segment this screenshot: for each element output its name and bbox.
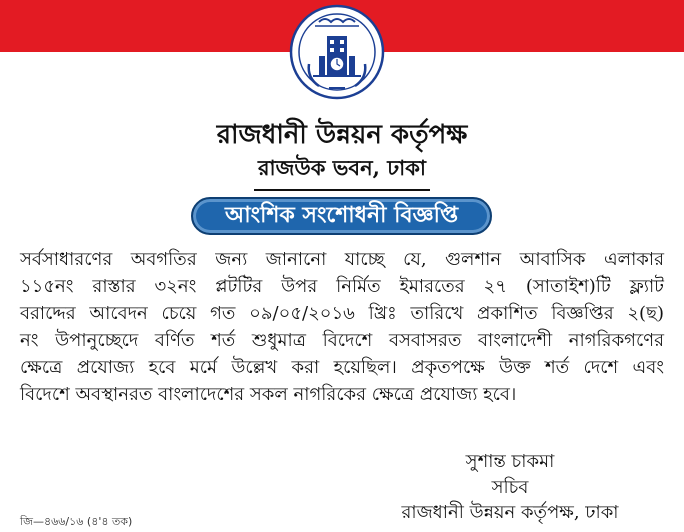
notice-line: বিদেশে অবস্থানরত বাংলাদেশের সকল নাগরিকের ক্ষেত্রে প্রযোজ্য হবে। (20, 384, 517, 405)
notice-line: বরাদ্দের আবেদন চেয়ে গত ০৯/০৫/২০১৬ খ্রিঃ তারিখে প্রকাশিত বিজ্ঞপ্তির ২(ছ) (20, 303, 664, 324)
notice-title: আংশিক সংশোধনী বিজ্ঞপ্তি (224, 201, 459, 228)
organization-name: রাজধানী উন্নয়ন কর্তৃপক্ষ (216, 120, 468, 150)
notice-line: সর্বসাধারণের অবগতির জন্য জানানো যাচ্ছে যে, গুলশান আবাসিক এলাকার (20, 249, 664, 270)
notice-line: ক্ষেত্রে প্রযোজ্য হবে মর্মে উল্লেখ করা হয়েছিল। প্রকৃতপক্ষে উক্ত শর্ত দেশে এবং (20, 357, 664, 378)
publication-code: জি—৪৬৬/১৬ (৪'৪ তক) (20, 515, 133, 528)
notice-line: ১১৫নং রাস্তার ৩২নং প্লটটির উপর নির্মিত ইমারতের ২৭ (সাতাইশ)টি ফ্ল্যাট (20, 276, 664, 297)
building-address (0, 152, 684, 191)
rajuk-seal-icon (289, 4, 385, 100)
notice-body (20, 246, 664, 408)
signatory-designation: সচিব (491, 477, 529, 498)
signatory-name: সুশান্ত চাকমা (465, 451, 555, 472)
building-address-text: রাজউক ভবন, ঢাকা (254, 152, 430, 191)
notice-title-banner (191, 197, 492, 235)
signatory-office: রাজধানী উন্নয়ন কর্তৃপক্ষ, ঢাকা (401, 502, 619, 523)
notice-line: নং উপানুচ্ছেদে বর্ণিত শর্ত শুধুমাত্র বিদেশে বসবাসরত বাংলাদেশী নাগরিকগণের (20, 330, 664, 351)
